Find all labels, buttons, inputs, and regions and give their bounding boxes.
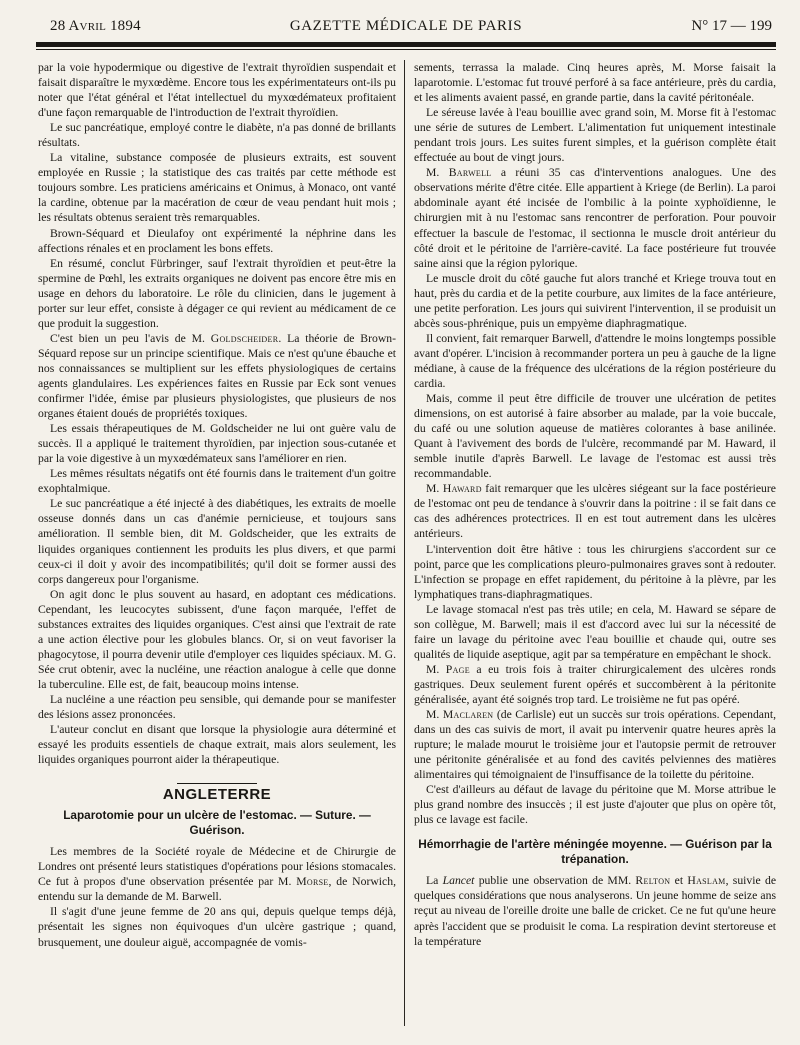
column-divider (404, 60, 405, 1026)
paragraph: En résumé, conclut Fürbringer, sauf l'extrait thyroïdien et peut-être la spermine de Pœhl, les extraits organiques ne doivent pas encore être mis en usage en dehors du laboratoire. Le rôle du clinicien, dans le jugement à porter sur leur effet, consiste à dégager ce qui revient au médicament de ce que produit la suggestion. (38, 256, 396, 330)
paragraph: Il convient, fait remarquer Barwell, d'attendre le moins longtemps possible avant d'opérer. L'incision à recommander portera un peu à gauche de la ligne médiane, à cause de la fréquence des ulcérations de la région postérieure du cardia. (414, 331, 776, 390)
paragraph: Brown-Séquard et Dieulafoy ont expérimenté la néphrine dans les affections rénales et en proclament les bons effets. (38, 226, 396, 255)
left-paragraphs (38, 60, 396, 767)
paragraph (38, 331, 396, 421)
paragraph (414, 165, 776, 270)
paragraph: L'intervention doit être hâtive : tous les chirurgiens s'accordent sur ce point, parce que les complications pleuro-pulmonaires graves sont à redouter. L'infection se propage en effet rapidement, du péritoine à la plèvre, par les lymphatiques trans-diaphragmatiques. (414, 542, 776, 601)
paragraph: On agit donc le plus souvent au hasard, en adoptant ces médications. Cependant, les leucocytes subissent, d'une façon marquée, l'effet de substances extraites des liquides organiques. C'est ainsi que l'extrait de rate a une action élective pour les globules blancs. Or, si on veut favoriser la phagocytose, il pourra devenir utile d'employer ces liquides spéciaux. M. G. Sée crut obtenir, avec la nucléine, une réaction analogue à celle que donne la tuberculine. Elle est, de fait, beaucoup moins intense. (38, 587, 396, 691)
paragraph-text: (de Carlisle) eut un succès sur trois opérations. Cependant, dans un des cas suivis de mort, il avait pu intervenir quatre heures après la rupture; le malade mourut le troisième jour et l'autopsie permit de retrouver une péritonite généralisée et au fond des cavités pelviennes des matières alimentaires qui témoignaient de l'insuffisance de la toilette du péritoine. (414, 708, 776, 782)
article-body (38, 844, 396, 949)
paragraph-text: C'est bien un peu l'avis de M. (50, 331, 211, 345)
paragraph: Il s'agit d'une jeune femme de 20 ans qui, depuis quelque temps déjà, présentait les signes non équivoques d'un ulcère gastrique ; quand, brusquement, une douleur aiguë, accompagnée de vomis- (38, 905, 396, 949)
paragraph (38, 844, 396, 904)
paragraph-text: a réuni 35 cas d'interventions analogues. Une des observations mérite d'être citée. Elle appartient à Kriege (de Berlin). La paroi abdominale ayant été incisée de l'ombilic à la pointe xyphoïdienne, le chirurgien mit à nu l'estomac sans rencontrer de perforation. Pour pouvoir effectuer la bascule de l'estomac, il sectionna le muscle droit antérieur du côté droit et le péritoine de l'arrière-cavité. La face postérieure fut trouvée saine ainsi que la région pylorique. (414, 166, 776, 270)
article-title-2: Hémorrhagie de l'artère méningée moyenne. — Guérison par la trépanation. (418, 837, 772, 867)
paragraph-text: . La théorie de Brown-Séquard repose sur un principe scientifique. Mais ce n'est qu'une ébauche et nos connaissances se multiplient sur les effets physiologiques de certains agents glandulaires. Les expériences faites en Russie par Eck sont venues confirmer l'idée, émise par plusieurs physiologistes, que plusieurs de nos organes étaient doués de propriétés toxiques. (38, 331, 396, 421)
header-rule-thin (36, 49, 776, 50)
journal-name: Lancet (442, 874, 475, 888)
paragraph: sements, terrassa la malade. Cinq heures après, M. Morse faisait la laparotomie. L'estomac fut trouvé perforé à sa face antérieure, près du cardia, et les aliments avaient passé, en grande partie, dans la cavité péritonéale. (414, 61, 776, 105)
author-name: Relton (635, 874, 671, 888)
paragraph-text: M. (426, 662, 446, 676)
page-header (30, 14, 782, 38)
paragraph: La nucléine a une réaction peu sensible, qui demande pour se manifester des lésions assez prononcées. (38, 692, 396, 722)
paragraph (414, 707, 776, 782)
header-rule-thick (36, 42, 776, 47)
section-title: ANGLETERRE (162, 786, 272, 804)
paragraph: Le suc pancréatique, employé contre le diabète, n'a pas donné de brillants résultats. (38, 121, 396, 150)
section-rule (177, 783, 257, 784)
author-name: Haward (442, 482, 482, 496)
paragraph: La vitaline, substance composée de plusieurs extraits, est souvent employée en Russie ; la statistique des cas traités par cette méthode est toujours sombre. Les praticiens américains et Onimus, à Monaco, ont vanté la cardine, obtenue par la macération de cœur de veau pendant huit mois ; les résultats obtenus seraient très remarquables. (38, 151, 396, 225)
issue-page-number: N° 17 — 199 (691, 18, 772, 34)
author-name: Goldscheider (210, 331, 279, 345)
paragraph-text: a eu trois fois à traiter chirurgicalement des ulcères ronds gastriques. Deux seulement furent opérés et succombèrent à la péritonite généralisée, ayant été soignés trop tard. Le troisième ne fut pas opéré. (414, 662, 776, 706)
author-name: Haslam (687, 874, 726, 888)
paragraph: Le suc pancréatique a été injecté à des diabétiques, les extraits de moelle osseuse donnés dans un cas d'anémie pernicieuse, et toujours sans amélioration. Il semble bien, dit M. Goldscheider, que les extraits de liquides organiques contiennent les produits les plus divers, et que parmi ceux-ci il doit y avoir des incompatibilités; qu'il doit se former aussi des corps dangereux pour l'organisme. (38, 497, 396, 586)
paragraph: Le lavage stomacal n'est pas très utile; en cela, M. Haward se sépare de son collègue, M. Barwell; mais il est d'accord avec lui sur la nécessité de faire un lavage du péritoine avec l'eau bouillie et chaude qui, outre ses qualités de liquide aseptique, agit par sa température en empêchant le shock. (414, 602, 776, 661)
right-column (414, 60, 776, 1036)
issue-date: 28 Avril 1894 (50, 18, 141, 34)
left-column (38, 60, 396, 1036)
paragraph: Le séreuse lavée à l'eau bouillie avec grand soin, M. Morse fit à l'estomac une série de sutures de Lembert. L'alimentation fut uniquement intestinale pendant trois jours. Les suites furent simples, et la guérison complète était effectuée au bout de vingt jours. (414, 106, 776, 165)
author-name: Page (445, 662, 470, 676)
paragraph: L'auteur conclut en disant que lorsque la physiologie aura déterminé et essayé les produits essentiels de chaque extrait, mais alors seulement, les liquides organiques pourront aider la thérapeutique. (38, 723, 396, 767)
paragraph-text: M. (426, 166, 449, 180)
paragraph-text: M. (426, 482, 443, 496)
paragraph-text: publie une observation de MM. (474, 874, 636, 888)
paragraph-text: et (670, 874, 688, 888)
paragraph-text: fait remarquer que les ulcères siégeant sur la face postérieure de l'estomac ont peu de tendance à s'ouvrir dans la poitrine : il se fait dans ce cas des adhérences protectrices. Il en est tout autrement dans les ulcères antérieurs. (414, 482, 776, 541)
paragraph-text: La (426, 874, 443, 888)
author-name: Morse (296, 875, 329, 889)
article-body-2 (414, 873, 776, 948)
paragraph: par la voie hypodermique ou digestive de l'extrait thyroïdien suspendait et faisait disparaître le myxœdème. Encore tous les expérimentateurs ont-ils pu noter que l'état général et l'état intellectuel du myxœdémateux profitaient d'une façon remarquable de l'introduction de l'extrait thyroïdien. (38, 61, 396, 120)
journal-title: GAZETTE MÉDICALE DE PARIS (289, 18, 523, 34)
paragraph (414, 662, 776, 707)
paragraph-text: M. (426, 708, 443, 722)
article-title: Laparotomie pour un ulcère de l'estomac. — Suture. — Guérison. (63, 808, 371, 838)
paragraph-text: , suivie de quelques considérations que nous analyserons. Un jeune homme de seize ans reçut au niveau de l'oreille droite une balle de cricket. Ce ne fut qu'une heure après l'accident que se produisit le coma. La respiration devint stertoreuse et la température (414, 874, 776, 948)
right-paragraphs (414, 60, 776, 827)
paragraph: Les mêmes résultats négatifs ont été fournis dans le traitement d'un goitre exophtalmique. (38, 467, 396, 496)
paragraph: Le muscle droit du côté gauche fut alors tranché et Kriege trouva tout en haut, près du cardia et de la petite courbure, aux limites de la face antérieure, une petite perforation. Les jours qui suivirent l'intervention, il se produisit un abcès sous-phrénique, puis un empyème diaphragmatique. (414, 271, 776, 330)
paragraph: C'est d'ailleurs au défaut de lavage du péritoine que M. Morse attribue le plus grand nombre des insuccès ; il est juste d'ajouter que plus on opère tôt, plus ce lavage est facile. (414, 783, 776, 827)
paragraph-text: , de Norwich, entendu sur la demande de M. Barwell. (38, 875, 396, 904)
author-name: Barwell (448, 166, 492, 180)
paragraph: Mais, comme il peut être difficile de trouver une ulcération de petites dimensions, on est autorisé à faire absorber au malade, par la voie buccale, du café ou une solution aqueuse de matières colorantes à base anilinée. Quant à l'avivement des bords de l'ulcère, recommandé par M. Haward, il semble inutile d'après Barwell. Le lavage de l'estomac est aussi très recommandable. (414, 392, 776, 481)
author-name: Maclaren (442, 708, 494, 722)
paragraph-text: Les membres de la Société royale de Médecine et de Chirurgie de Londres ont présenté leurs statistiques d'opérations pour lésions stomacales. Ce fut à propos d'une observation présentée par M. (38, 845, 396, 889)
paragraph (414, 481, 776, 541)
paragraph: Les essais thérapeutiques de M. Goldscheider ne lui ont guère valu de succès. Il a appliqué le traitement thyroïdien, par injection sous-cutanée et par la voie digestive à un myxœdémateux sans l'améliorer en rien. (38, 422, 396, 466)
paragraph (414, 873, 776, 948)
